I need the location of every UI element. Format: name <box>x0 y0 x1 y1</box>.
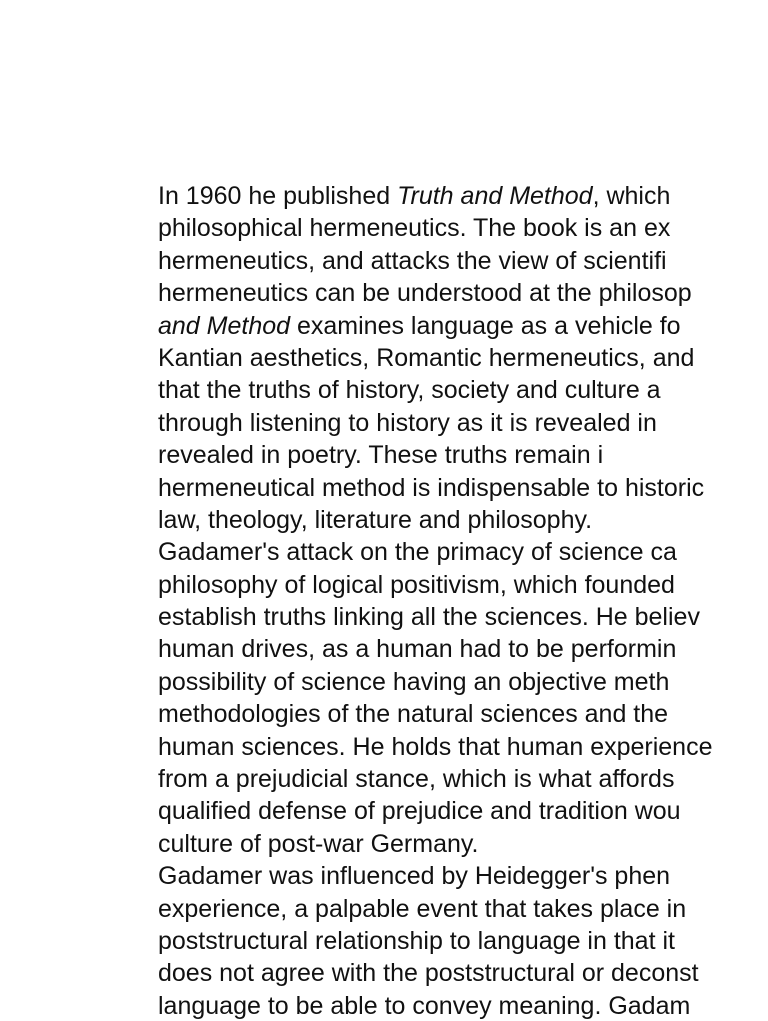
line-text: law, theology, literature and philosophy. <box>158 505 593 534</box>
text-line <box>158 990 768 1021</box>
line-text: Gadamer's attack on the primacy of science ca <box>158 538 677 567</box>
line-text: hermeneutics can be understood at the philosop <box>158 279 692 308</box>
line-text: experience, a palpable event that takes place in <box>158 894 687 923</box>
text-line <box>158 569 768 601</box>
line-text: qualified defense of prejudice and tradition wou <box>158 797 681 826</box>
text-line <box>158 893 768 925</box>
line-text: Gadamer was influenced by Heidegger's phen <box>158 862 671 891</box>
text-line <box>158 212 768 244</box>
line-text: Kantian aesthetics, Romantic hermeneutics, and <box>158 343 695 372</box>
line-text: human sciences. He holds that human experience <box>158 732 713 761</box>
text-line <box>158 731 768 763</box>
text-line <box>158 277 768 309</box>
line-text: In 1960 he published <box>158 182 398 210</box>
line-text: possibility of science having an objective meth <box>158 667 670 696</box>
body-text <box>158 180 768 1021</box>
text-line <box>158 601 768 633</box>
text-line <box>158 472 768 504</box>
text-line <box>158 828 768 860</box>
line-text: examines language as a vehicle fo <box>290 311 681 340</box>
line-text: through listening to history as it is revealed in <box>158 408 657 437</box>
text-line <box>158 925 768 957</box>
text-line <box>158 374 768 406</box>
line-text: hermeneutics, and attacks the view of scientifi <box>158 246 667 275</box>
text-line <box>158 763 768 795</box>
line-text: , which <box>592 182 671 210</box>
text-line <box>158 180 768 212</box>
text-line <box>158 310 768 342</box>
text-line <box>158 666 768 698</box>
line-text: does not agree with the poststructural or deconst <box>158 959 699 988</box>
text-line <box>158 795 768 827</box>
line-text: language to be able to convey meaning. Gadam <box>158 991 691 1020</box>
text-line <box>158 536 768 568</box>
text-line <box>158 698 768 730</box>
line-text: hermeneutical method is indispensable to historic <box>158 473 705 502</box>
text-line <box>158 633 768 665</box>
line-text: poststructural relationship to language in that it <box>158 926 675 955</box>
text-line <box>158 860 768 892</box>
text-line <box>158 957 768 989</box>
line-text: methodologies of the natural sciences and the <box>158 700 669 729</box>
text-line <box>158 342 768 374</box>
italic-title-text: Truth and Method <box>397 182 593 210</box>
text-line <box>158 439 768 471</box>
text-line <box>158 407 768 439</box>
line-text: culture of post-war Germany. <box>158 829 479 858</box>
text-line <box>158 245 768 277</box>
line-text: from a prejudicial stance, which is what affords <box>158 765 675 794</box>
italic-title-text: and Method <box>158 311 291 340</box>
line-text: revealed in poetry. These truths remain i <box>158 441 604 470</box>
line-text: philosophy of logical positivism, which founded <box>158 570 675 599</box>
line-text: that the truths of history, society and culture a <box>158 376 661 405</box>
line-text: philosophical hermeneutics. The book is an ex <box>158 214 671 243</box>
line-text: establish truths linking all the sciences. He believ <box>158 603 700 632</box>
line-text: human drives, as a human had to be performin <box>158 635 677 664</box>
text-line <box>158 504 768 536</box>
